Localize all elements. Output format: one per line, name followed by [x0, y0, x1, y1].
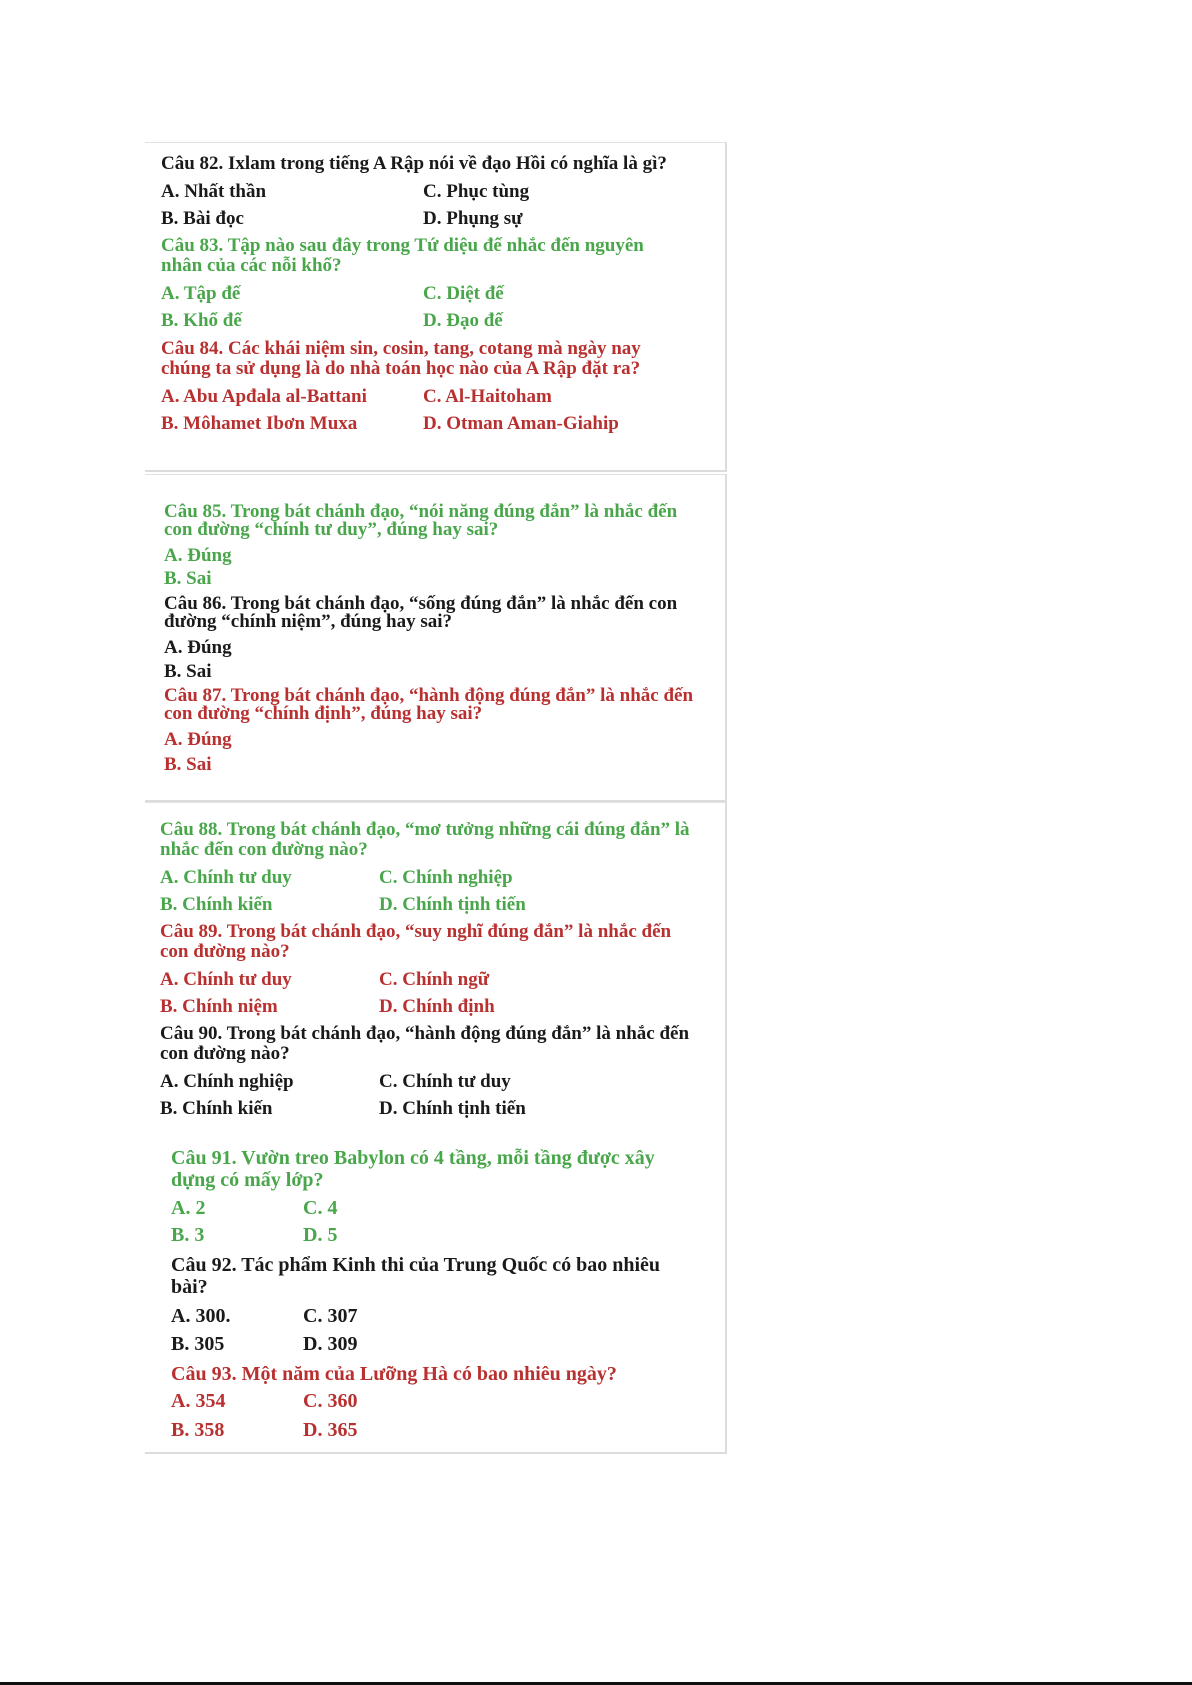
q91-option-b: B. 3	[171, 1224, 205, 1246]
q89-option-d: D. Chính định	[379, 996, 495, 1017]
q85-option-b: B. Sai	[164, 568, 212, 589]
q84-option-a: A. Abu Apđala al-Battani	[161, 386, 367, 407]
quiz-panel-2	[145, 474, 727, 802]
question-83-line-1: Câu 83. Tập nào sau đây trong Tứ diệu đế nhắc đến nguyên	[161, 235, 644, 256]
question-85-line-1: Câu 85. Trong bát chánh đạo, “nói năng đúng đắn” là nhắc đến	[164, 501, 678, 522]
q90-option-a: A. Chính nghiệp	[160, 1071, 294, 1092]
q93-option-b: B. 358	[171, 1419, 225, 1441]
q91-option-a: A. 2	[171, 1197, 206, 1219]
question-87-line-2: con đường “chính định”, đúng hay sai?	[164, 703, 483, 724]
q92-option-b: B. 305	[171, 1333, 225, 1355]
quiz-panel-3	[145, 802, 727, 1454]
q82-option-c: C. Phục tùng	[423, 181, 530, 202]
question-86-line-2: đường “chính niệm”, đúng hay sai?	[164, 611, 453, 632]
q82-option-d: D. Phụng sự	[423, 208, 523, 229]
question-90-line-2: con đường nào?	[160, 1043, 290, 1064]
q93-option-a: A. 354	[171, 1390, 226, 1412]
q89-option-b: B. Chính niệm	[160, 996, 278, 1017]
q90-option-c: C. Chính tư duy	[379, 1071, 511, 1092]
question-93: Câu 93. Một năm của Lưỡng Hà có bao nhiêu ngày?	[171, 1363, 617, 1385]
q89-option-a: A. Chính tư duy	[160, 969, 292, 990]
question-91-line-2: dựng có mấy lớp?	[171, 1169, 324, 1191]
q89-option-c: C. Chính ngữ	[379, 969, 490, 990]
q90-option-b: B. Chính kiến	[160, 1098, 273, 1119]
q92-option-d: D. 309	[303, 1333, 358, 1355]
question-88-line-1: Câu 88. Trong bát chánh đạo, “mơ tưởng những cái đúng đắn” là	[160, 819, 690, 840]
question-82: Câu 82. Ixlam trong tiếng A Rập nói về đạo Hồi có nghĩa là gì?	[161, 153, 667, 174]
q90-option-d: D. Chính tịnh tiến	[379, 1098, 526, 1119]
q91-option-d: D. 5	[303, 1224, 338, 1246]
q84-option-c: C. Al-Haitoham	[423, 386, 552, 407]
question-88-line-2: nhắc đến con đường nào?	[160, 839, 368, 860]
q88-option-d: D. Chính tịnh tiến	[379, 894, 526, 915]
question-92-line-2: bài?	[171, 1276, 208, 1298]
question-83-line-2: nhân của các nỗi khổ?	[161, 255, 342, 276]
q87-option-a: A. Đúng	[164, 729, 232, 750]
question-86-line-1: Câu 86. Trong bát chánh đạo, “sống đúng đắn” là nhắc đến con	[164, 593, 678, 614]
question-90-line-1: Câu 90. Trong bát chánh đạo, “hành động đúng đắn” là nhắc đến	[160, 1023, 690, 1044]
question-91-line-1: Câu 91. Vườn treo Babylon có 4 tầng, mỗi tầng được xây	[171, 1147, 655, 1169]
q84-option-b: B. Môhamet Ibơn Muxa	[161, 413, 358, 434]
question-85-line-2: con đường “chính tư duy”, đúng hay sai?	[164, 519, 499, 540]
q82-option-a: A. Nhất thần	[161, 181, 267, 202]
q84-option-d: D. Otman Aman-Giahip	[423, 413, 619, 434]
quiz-panel-1	[145, 142, 727, 472]
question-89-line-1: Câu 89. Trong bát chánh đạo, “suy nghĩ đúng đắn” là nhắc đến	[160, 921, 672, 942]
q83-option-d: D. Đạo đế	[423, 310, 503, 331]
question-84-line-1: Câu 84. Các khái niệm sin, cosin, tang, cotang mà ngày nay	[161, 338, 641, 359]
q83-option-b: B. Khổ đế	[161, 310, 242, 331]
q86-option-b: B. Sai	[164, 661, 212, 682]
question-92-line-1: Câu 92. Tác phẩm Kinh thi của Trung Quốc có bao nhiêu	[171, 1254, 661, 1276]
q91-option-c: C. 4	[303, 1197, 338, 1219]
q87-option-b: B. Sai	[164, 754, 212, 775]
q88-option-c: C. Chính nghiệp	[379, 867, 513, 888]
q93-option-d: D. 365	[303, 1419, 358, 1441]
q88-option-a: A. Chính tư duy	[160, 867, 292, 888]
q92-option-c: C. 307	[303, 1305, 358, 1327]
q83-option-c: C. Diệt đế	[423, 283, 504, 304]
q85-option-a: A. Đúng	[164, 545, 232, 566]
q93-option-c: C. 360	[303, 1390, 358, 1412]
q88-option-b: B. Chính kiến	[160, 894, 273, 915]
q83-option-a: A. Tập đế	[161, 283, 241, 304]
question-87-line-1: Câu 87. Trong bát chánh đạo, “hành động đúng đắn” là nhắc đến	[164, 685, 694, 706]
q92-option-a: A. 300.	[171, 1305, 231, 1327]
q82-option-b: B. Bài đọc	[161, 208, 244, 229]
question-89-line-2: con đường nào?	[160, 941, 290, 962]
q86-option-a: A. Đúng	[164, 637, 232, 658]
question-84-line-2: chúng ta sử dụng là do nhà toán học nào của A Rập đặt ra?	[161, 358, 641, 379]
